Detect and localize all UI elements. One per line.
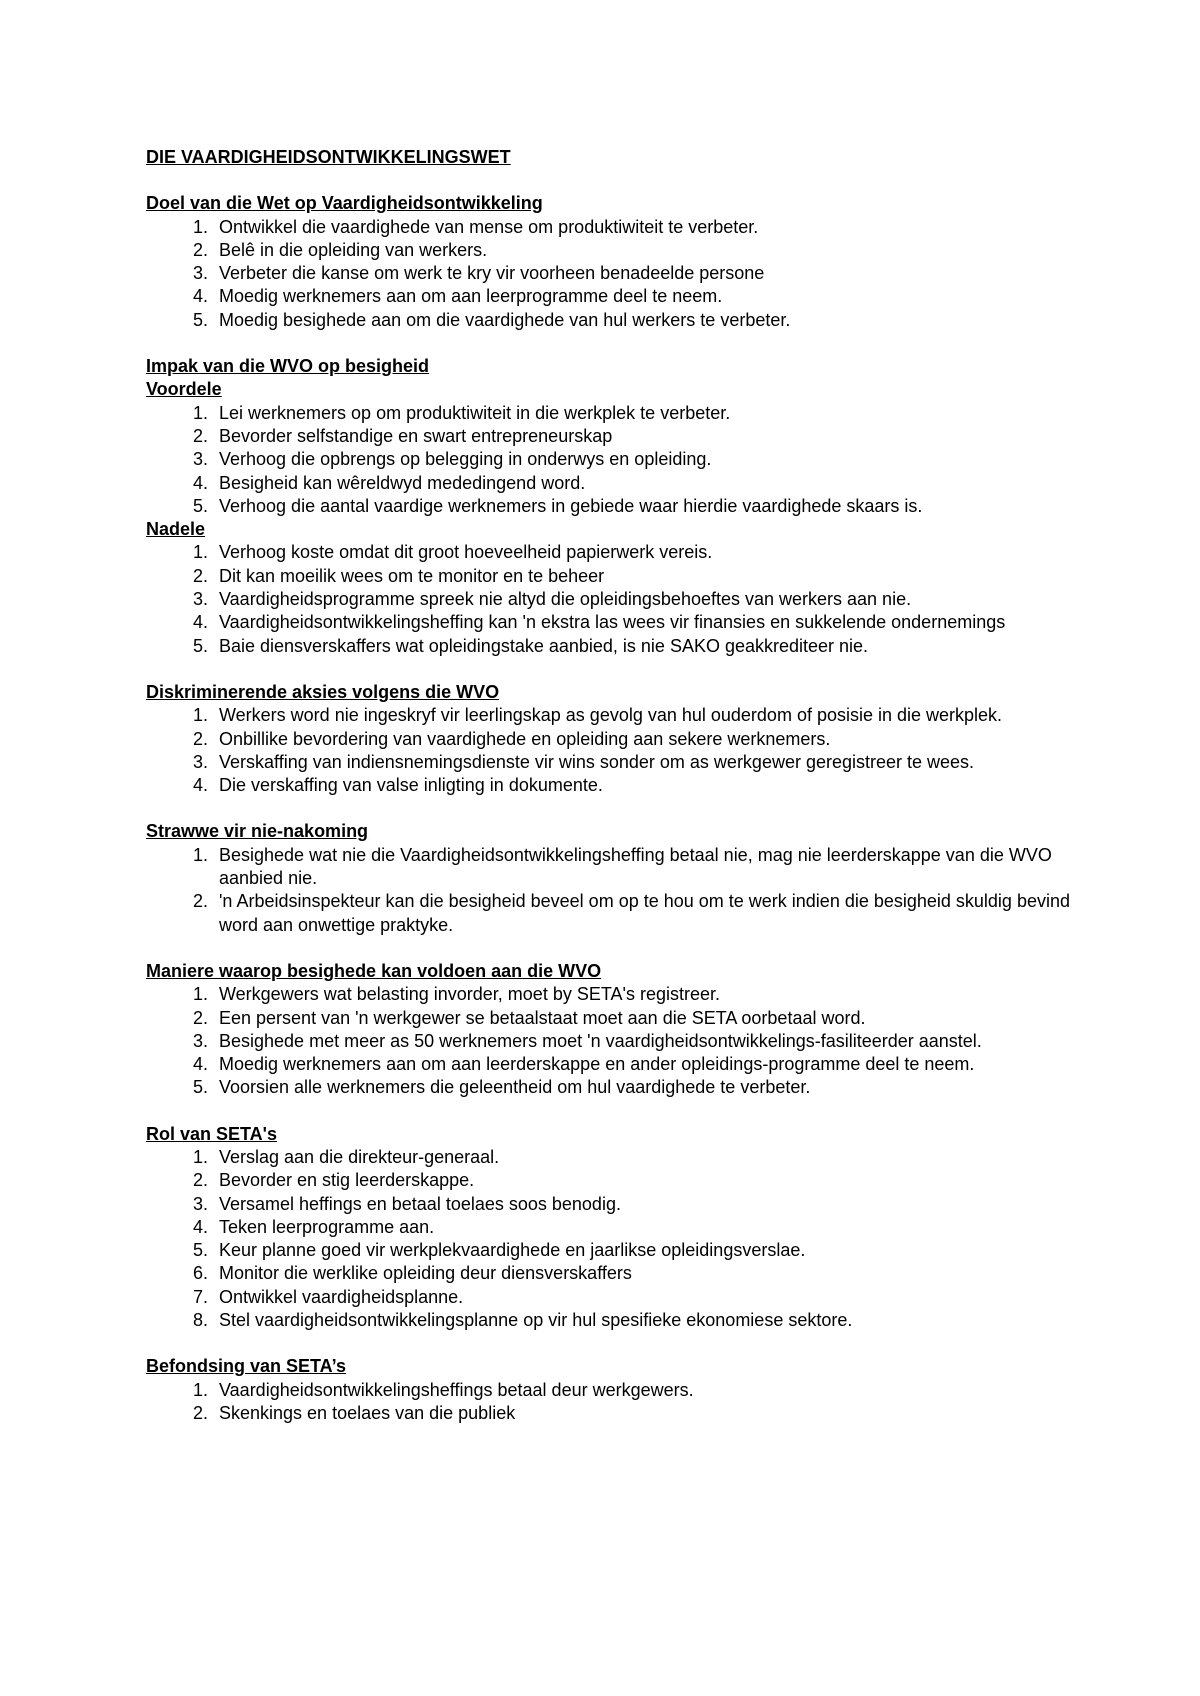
- list-item: 2. Een persent van 'n werkgewer se betaalstaat moet aan die SETA oorbetaal word.: [192, 1007, 866, 1028]
- section-heading: Maniere waarop besighede kan voldoen aan die WVO: [146, 960, 602, 981]
- list-item: 5. Voorsien alle werknemers die geleentheid om hul vaardighede te verbeter.: [192, 1077, 811, 1098]
- document-title: DIE VAARDIGHEIDSONTWIKKELINGSWET: [146, 147, 511, 167]
- section-diskriminerende: [146, 681, 1086, 797]
- list-item: 5. Verhoog die aantal vaardige werknemers in gebiede waar hierdie vaardighede skaars is.: [192, 495, 923, 516]
- list-item: 2. Skenkings en toelaes van die publiek: [192, 1402, 516, 1423]
- list-item: 3. Verbeter die kanse om werk te kry vir voorheen benadeelde persone: [192, 263, 765, 284]
- section-heading: Impak van die WVO op besigheid: [146, 356, 430, 377]
- section-heading: Rol van SETA's: [146, 1123, 277, 1144]
- list-item: 1. Ontwikkel die vaardighede van mense om produktiwiteit te verbeter.: [192, 216, 759, 237]
- list-item: 4. Teken leerprogramme aan.: [192, 1216, 435, 1237]
- list-item: 2. Bevorder selfstandige en swart entrepreneurskap: [192, 425, 613, 446]
- list-item: 5. Baie diensverskaffers wat opleidingstake aanbied, is nie SAKO geakkrediteer nie.: [192, 635, 869, 656]
- section-heading: Befondsing van SETA’s: [146, 1356, 347, 1377]
- list-item: 3. Versamel heffings en betaal toelaes soos benodig.: [192, 1193, 621, 1214]
- list-item: 4. Moedig werknemers aan om aan leerderskappe en ander opleidings-programme deel te neem.: [192, 1054, 975, 1075]
- numbered-list: [146, 704, 1086, 797]
- section-maniere: [146, 960, 1086, 1100]
- list-item: 1. Werkers word nie ingeskryf vir leerlingskap as gevolg van hul ouderdom of posisie in die werkplek.: [192, 705, 1003, 726]
- list-item: 8. Stel vaardigheidsontwikkelingsplanne op vir hul spesifieke ekonomiese sektore.: [192, 1310, 853, 1331]
- list-item: 1. Verslag aan die direkteur-generaal.: [192, 1146, 500, 1167]
- list-item: 2. Bevorder en stig leerderskappe.: [192, 1170, 475, 1191]
- list-item: 3. Vaardigheidsprogramme spreek nie altyd die opleidingsbehoeftes van werkers aan nie.: [192, 589, 912, 610]
- list-item: 1. Werkgewers wat belasting invorder, moet by SETA's registreer.: [192, 984, 720, 1005]
- numbered-list: [146, 1379, 1086, 1426]
- section-doel: [146, 192, 1086, 332]
- section-heading: Strawwe vir nie-nakoming: [146, 821, 369, 842]
- numbered-list: [146, 216, 1086, 332]
- section-rol-seta: [146, 1123, 1086, 1333]
- subheading-nadele: Nadele: [146, 519, 206, 540]
- list-item: 2. Dit kan moeilik wees om te monitor en te beheer: [192, 565, 605, 586]
- list-item: 1. Besighede wat nie die Vaardigheidsontwikkelingsheffing betaal nie, mag nie leerderskappe van die WVO aanbied nie.: [192, 844, 1052, 889]
- list-item: 1. Verhoog koste omdat dit groot hoeveelheid papierwerk vereis.: [192, 542, 713, 563]
- list-item: 3. Besighede met meer as 50 werknemers moet 'n vaardigheidsontwikkelings-fasiliteerder aanstel.: [192, 1030, 982, 1051]
- list-item: 3. Verskaffing van indiensnemingsdienste vir wins sonder om as werkgewer geregistreer te wees.: [192, 751, 975, 772]
- subheading-voordele: Voordele: [146, 379, 222, 400]
- list-item: 1. Vaardigheidsontwikkelingsheffings betaal deur werkgewers.: [192, 1379, 694, 1400]
- list-item: 1. Lei werknemers op om produktiwiteit in die werkplek te verbeter.: [192, 402, 731, 423]
- section-heading: Diskriminerende aksies volgens die WVO: [146, 681, 500, 702]
- list-item: 2. 'n Arbeidsinspekteur kan die besigheid beveel om op te hou om te werk indien die besigheid skuldig bevind word aan onwettige praktyke.: [192, 891, 1070, 935]
- list-item: 7. Ontwikkel vaardigheidsplanne.: [192, 1286, 464, 1307]
- section-strawwe: [146, 820, 1086, 936]
- section-heading: Doel van die Wet op Vaardigheidsontwikkeling: [146, 193, 543, 214]
- list-item: 4. Die verskaffing van valse inligting in dokumente.: [192, 775, 603, 796]
- numbered-list: [146, 541, 1086, 657]
- list-item: 5. Moedig besighede aan om die vaardighede van hul werkers te verbeter.: [192, 309, 791, 330]
- list-item: 2. Onbillike bevordering van vaardighede en opleiding aan sekere werknemers.: [192, 728, 831, 749]
- numbered-list: [146, 1146, 1086, 1332]
- numbered-list: [146, 402, 1086, 518]
- section-befondsing: [146, 1355, 1086, 1425]
- list-item: 4. Moedig werknemers aan om aan leerprogramme deel te neem.: [192, 286, 723, 307]
- numbered-list: [146, 983, 1086, 1099]
- numbered-list: [146, 844, 1086, 937]
- list-item: 4. Besigheid kan wêreldwyd mededingend word.: [192, 472, 586, 493]
- document-body: [146, 146, 1086, 1448]
- list-item: 6. Monitor die werklike opleiding deur diensverskaffers: [192, 1263, 632, 1284]
- list-item: 4. Vaardigheidsontwikkelingsheffing kan 'n ekstra las wees vir finansies en sukkelende ondernemings: [192, 612, 1006, 633]
- section-impak: [146, 355, 1086, 658]
- list-item: 3. Verhoog die opbrengs op belegging in onderwys en opleiding.: [192, 449, 712, 470]
- list-item: 2. Belê in die opleiding van werkers.: [192, 239, 488, 260]
- list-item: 5. Keur planne goed vir werkplekvaardighede en jaarlikse opleidingsverslae.: [192, 1240, 806, 1261]
